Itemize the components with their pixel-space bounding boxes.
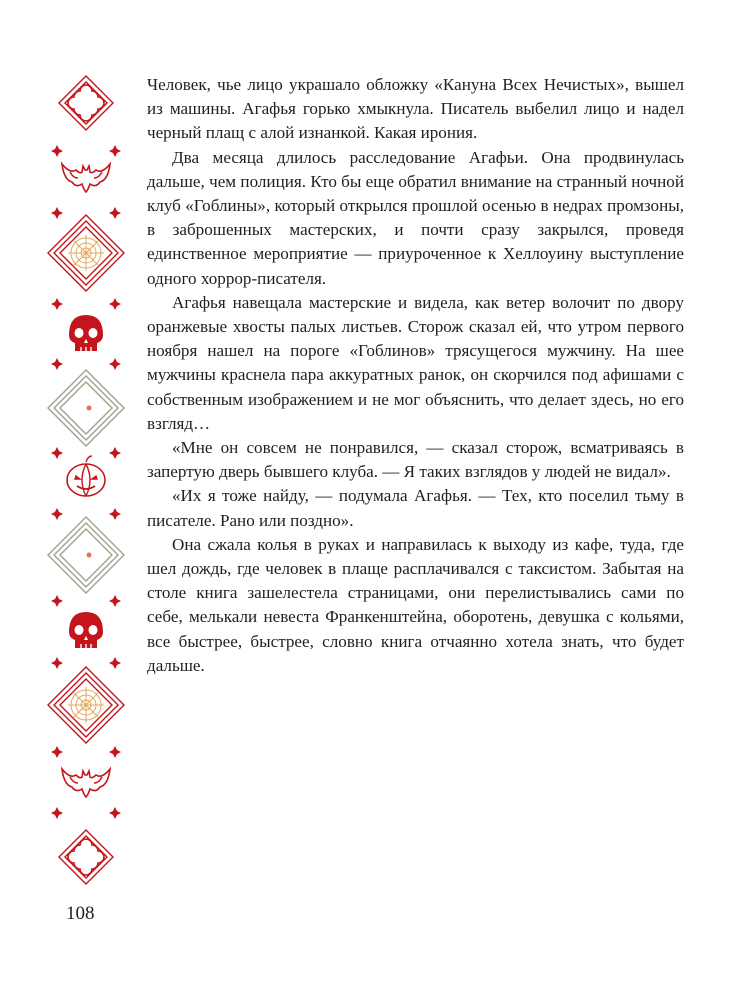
paragraph: «Их я тоже найду, — подумала Агафья. — Тех, кто поселил тьму в писателе. Рано или поздно». bbox=[147, 486, 684, 530]
paragraph: Два месяца длилось расследование Агафьи. Она продвинулась дальше, чем полиция. Кто бы еще обратил внимание на странный ночной клуб «Гоблины», который открылся прошлой осенью в недрах промзоны, в заброшенных мастерских, и почти сразу закрылся, проведя единственное мероприятие — приуроченное к Хеллоуину выступление одного хоррор-писателя. bbox=[147, 147, 684, 288]
halloween-ornament-strip bbox=[40, 70, 135, 900]
paragraph: Она сжала колья в руках и направилась к выходу из кафе, туда, где шел дождь, где человек в плаще расплачивался с таксистом. Забытая на столе книга зашелестела страницами, они перелистывались сами по себе, мелькали невеста Франкенштейна, оборотень, девушка с кольями, все быстрее, быстрее, словно книга отчаянно хотела знать, что будет дальше. bbox=[147, 534, 684, 675]
skull-icon bbox=[69, 315, 103, 351]
decorative-border bbox=[40, 70, 135, 900]
page-number: 108 bbox=[66, 903, 95, 924]
quatrefoil-diamond-icon bbox=[59, 76, 113, 130]
paragraph: «Мне он совсем не понравился, — сказал сторож, всматриваясь в запертую дверь бывшего клуба. — Я таких взглядов у людей не видал». bbox=[147, 438, 684, 482]
crescent-diamond-icon bbox=[48, 370, 124, 446]
skull-icon bbox=[69, 612, 103, 648]
crescent-diamond-icon bbox=[48, 517, 124, 593]
bat-icon bbox=[62, 164, 110, 192]
spiderweb-diamond-icon bbox=[48, 215, 124, 291]
bat-icon bbox=[62, 769, 110, 797]
paragraph: Человек, чье лицо украшало обложку «Кануна Всех Нечистых», вышел из машины. Агафья горько хмыкнула. Писатель выбелил лицо и надел черный плащ с алой изнанкой. Какая ирония. bbox=[147, 75, 684, 143]
pumpkin-icon bbox=[67, 456, 105, 496]
paragraph: Агафья навещала мастерские и видела, как ветер волочит по двору оранжевые хвосты палых листьев. Сторож сказал ей, что утром первого ноября нашел на пороге «Гоблинов» трясущегося мужчину. На шее мужчины краснела пара аккуратных ранок, он скорчился под афишами с собственным изображением и не мог объяснить, что делает здесь, но его взгляд… bbox=[147, 292, 684, 433]
spiderweb-diamond-icon bbox=[48, 667, 124, 743]
body-text bbox=[147, 73, 684, 678]
quatrefoil-diamond-icon bbox=[59, 830, 113, 884]
